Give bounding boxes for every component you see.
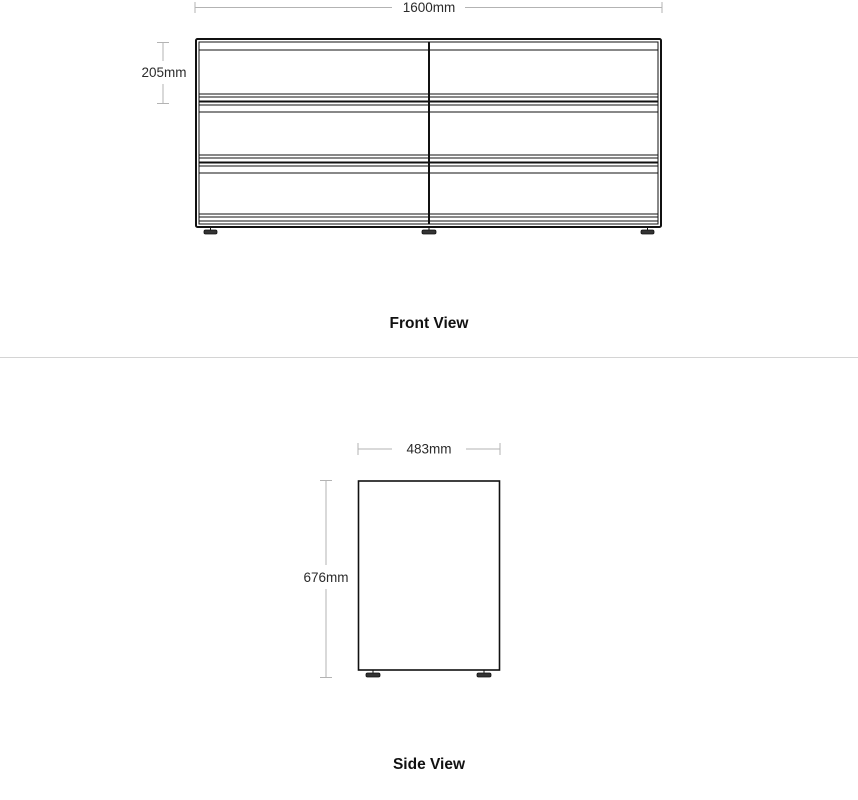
foot-right bbox=[641, 230, 654, 234]
foot-center bbox=[422, 230, 436, 234]
front-drawer-height-dimension bbox=[141, 43, 186, 104]
front-view-title: Front View bbox=[389, 315, 469, 332]
side-height-label: 676mm bbox=[303, 570, 349, 585]
side-depth-label: 483mm bbox=[406, 441, 452, 457]
front-width-label: 1600mm bbox=[402, 0, 456, 15]
front-drawer-height-label: 205mm bbox=[141, 65, 187, 80]
side-view bbox=[303, 442, 500, 774]
side-depth-dimension bbox=[358, 442, 500, 457]
side-feet bbox=[366, 670, 491, 677]
front-view bbox=[141, 0, 662, 332]
front-feet bbox=[204, 227, 654, 234]
front-width-dimension bbox=[195, 0, 662, 15]
foot-left bbox=[204, 230, 217, 234]
side-foot-back bbox=[477, 673, 491, 677]
dresser-side-body bbox=[359, 481, 500, 670]
side-foot-front bbox=[366, 673, 380, 677]
dresser-front-body bbox=[196, 39, 661, 227]
side-view-title: Side View bbox=[392, 756, 466, 773]
side-height-dimension bbox=[303, 481, 348, 678]
